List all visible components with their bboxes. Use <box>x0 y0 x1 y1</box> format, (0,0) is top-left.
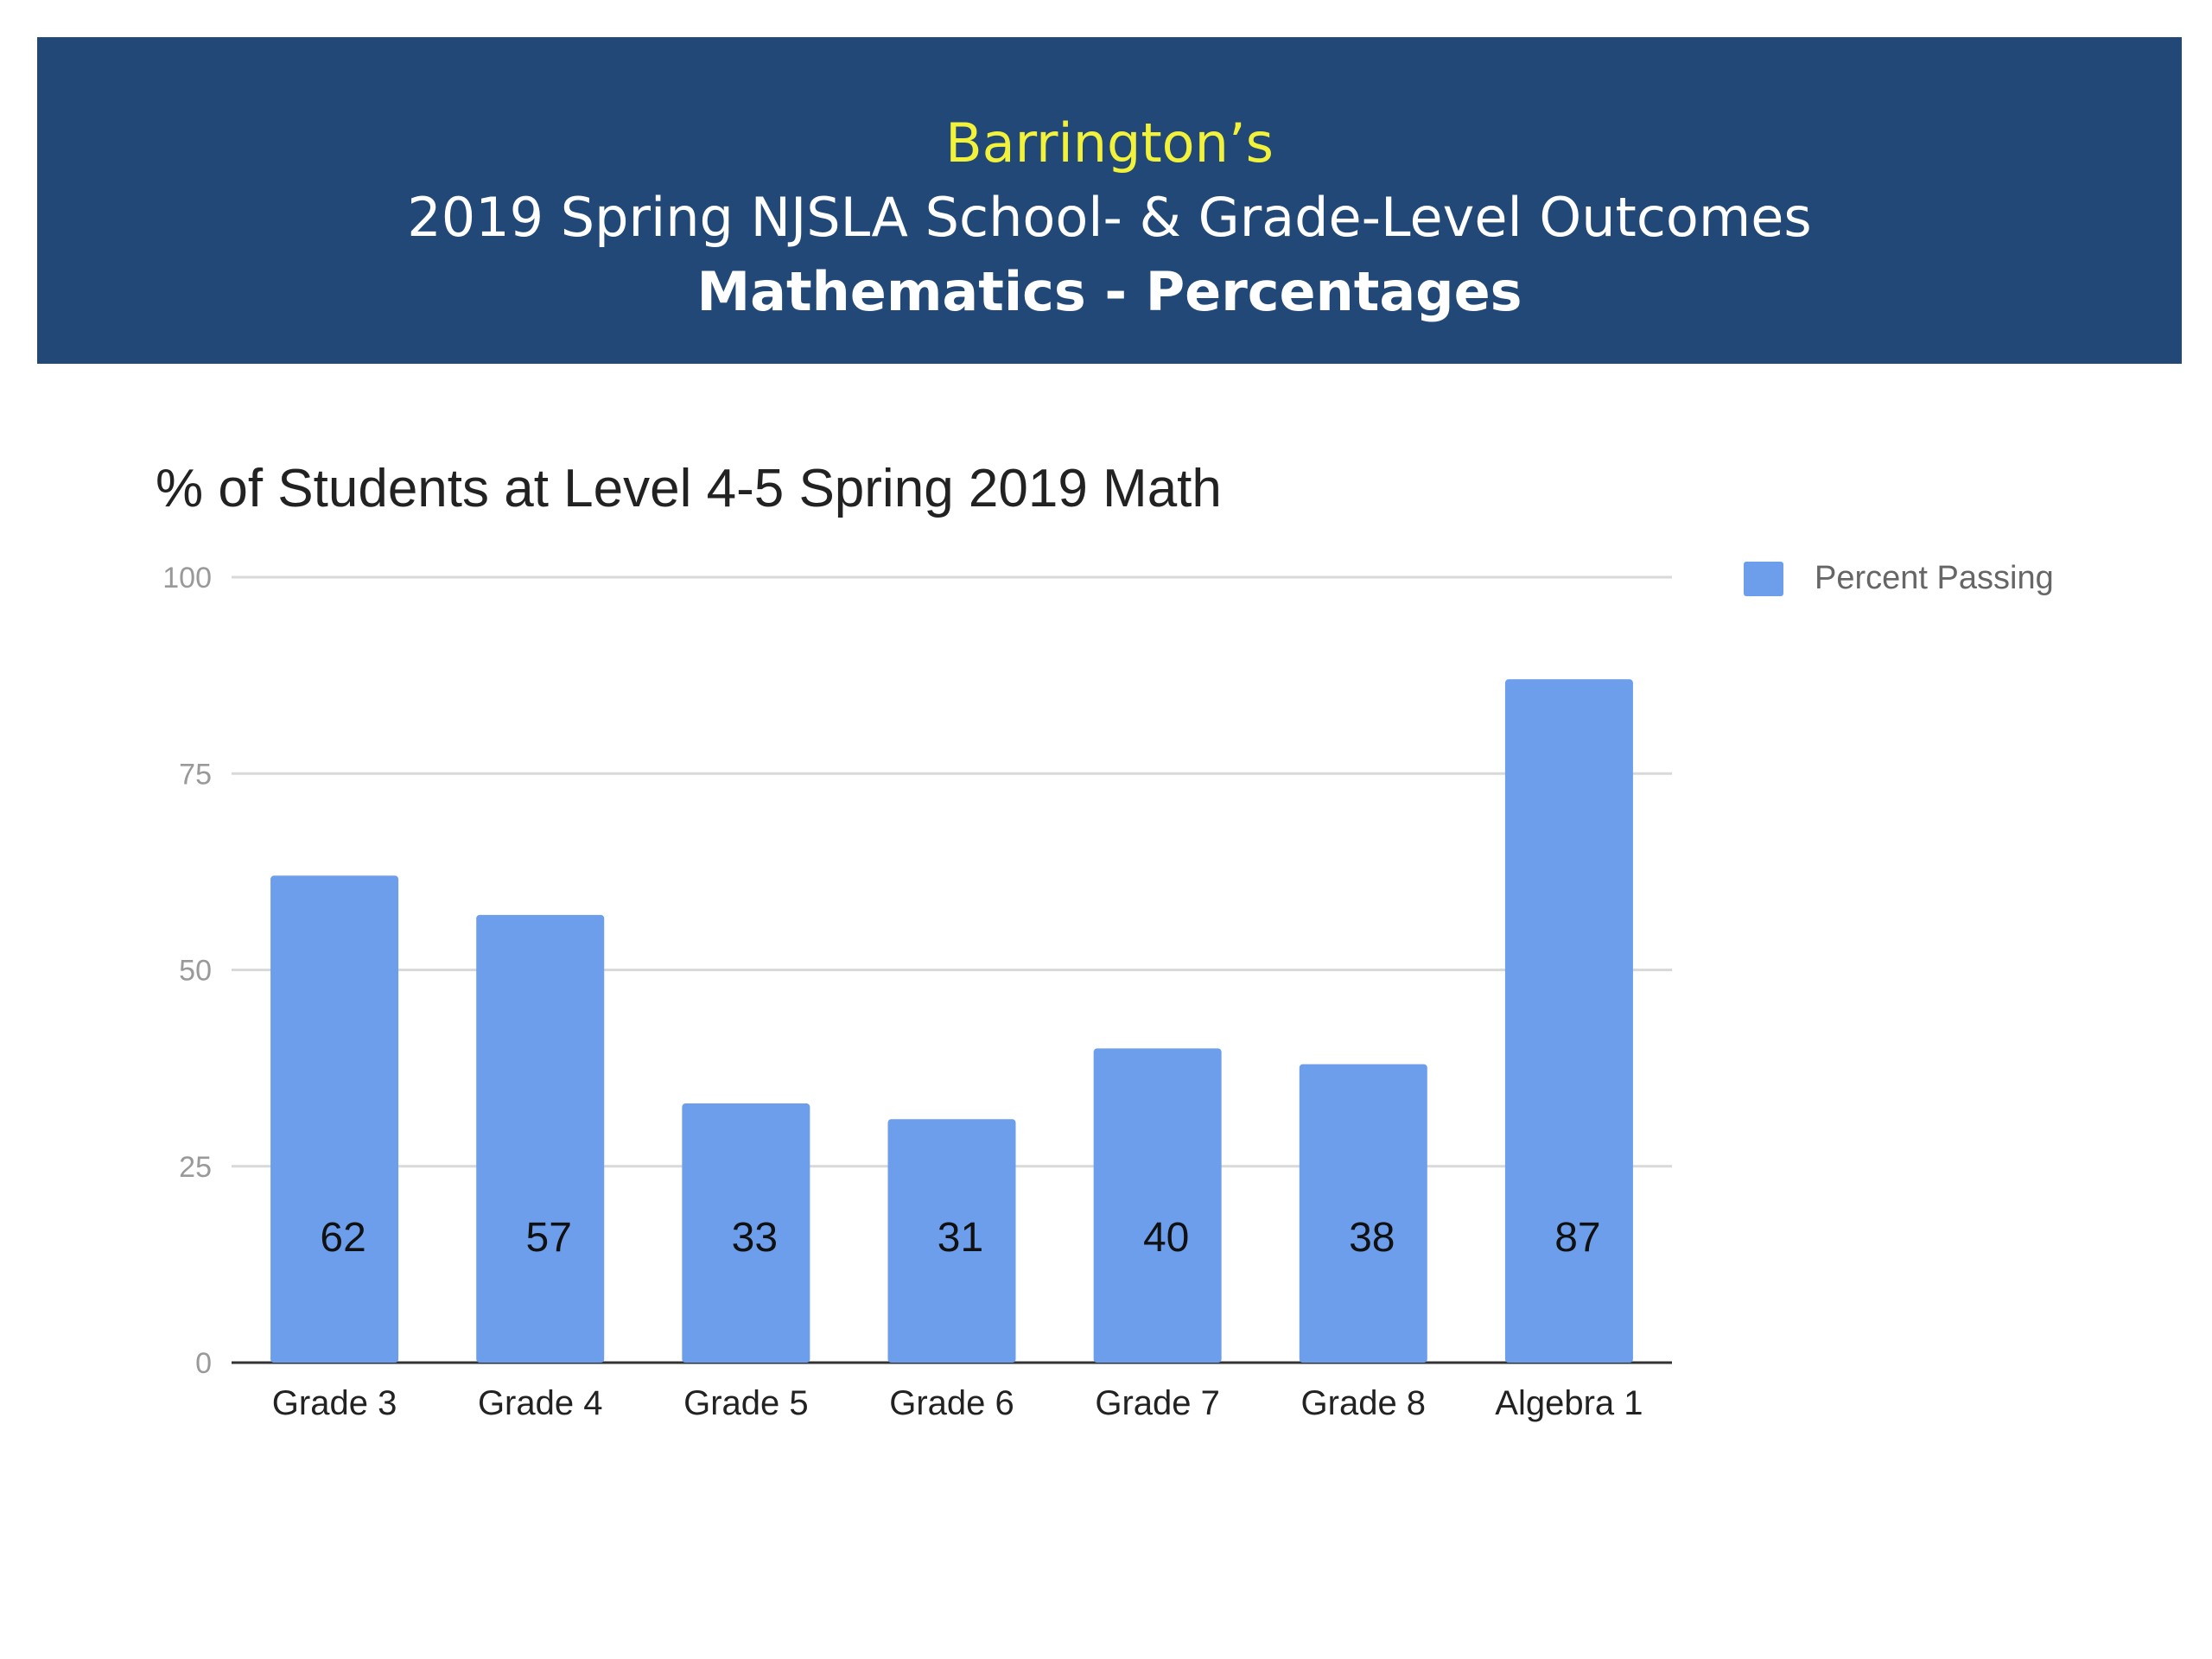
x-tick-label: Grade 8 <box>1300 1384 1427 1422</box>
x-tick-label: Grade 5 <box>683 1384 809 1422</box>
bar <box>476 915 604 1363</box>
data-label: 87 <box>1554 1215 1601 1261</box>
data-label: 40 <box>1142 1215 1190 1261</box>
y-tick-label: 50 <box>179 954 212 988</box>
y-tick-label: 0 <box>195 1347 212 1380</box>
x-tick-label: Grade 6 <box>889 1384 1014 1422</box>
report-subtitle: 2019 Spring NJSLA School- & Grade-Level Outcomes <box>407 186 1812 249</box>
legend-swatch <box>1744 562 1783 596</box>
x-tick-label: Algebra 1 <box>1495 1384 1643 1422</box>
bar <box>1300 1065 1427 1363</box>
y-tick-label: 75 <box>179 758 212 791</box>
school-name: Barrington’s <box>945 111 1274 175</box>
data-label: 62 <box>320 1215 366 1261</box>
data-label: 31 <box>937 1215 984 1261</box>
chart-legend <box>1744 560 2054 597</box>
x-tick-label: Grade 3 <box>271 1384 397 1422</box>
x-tick-label: Grade 4 <box>477 1384 603 1422</box>
data-label: 57 <box>525 1215 572 1261</box>
chart-title: % of Students at Level 4-5 Spring 2019 Math <box>156 459 1222 518</box>
subject-heading: Mathematics - Percentages <box>696 260 1522 323</box>
legend-label: Percent Passing <box>1815 560 2054 596</box>
x-tick-label: Grade 7 <box>1095 1384 1220 1422</box>
data-label: 38 <box>1349 1215 1395 1261</box>
y-tick-label: 25 <box>179 1150 212 1184</box>
bar <box>1094 1048 1222 1363</box>
bar <box>270 875 398 1363</box>
data-label: 33 <box>731 1215 779 1261</box>
y-tick-label: 100 <box>162 562 212 594</box>
